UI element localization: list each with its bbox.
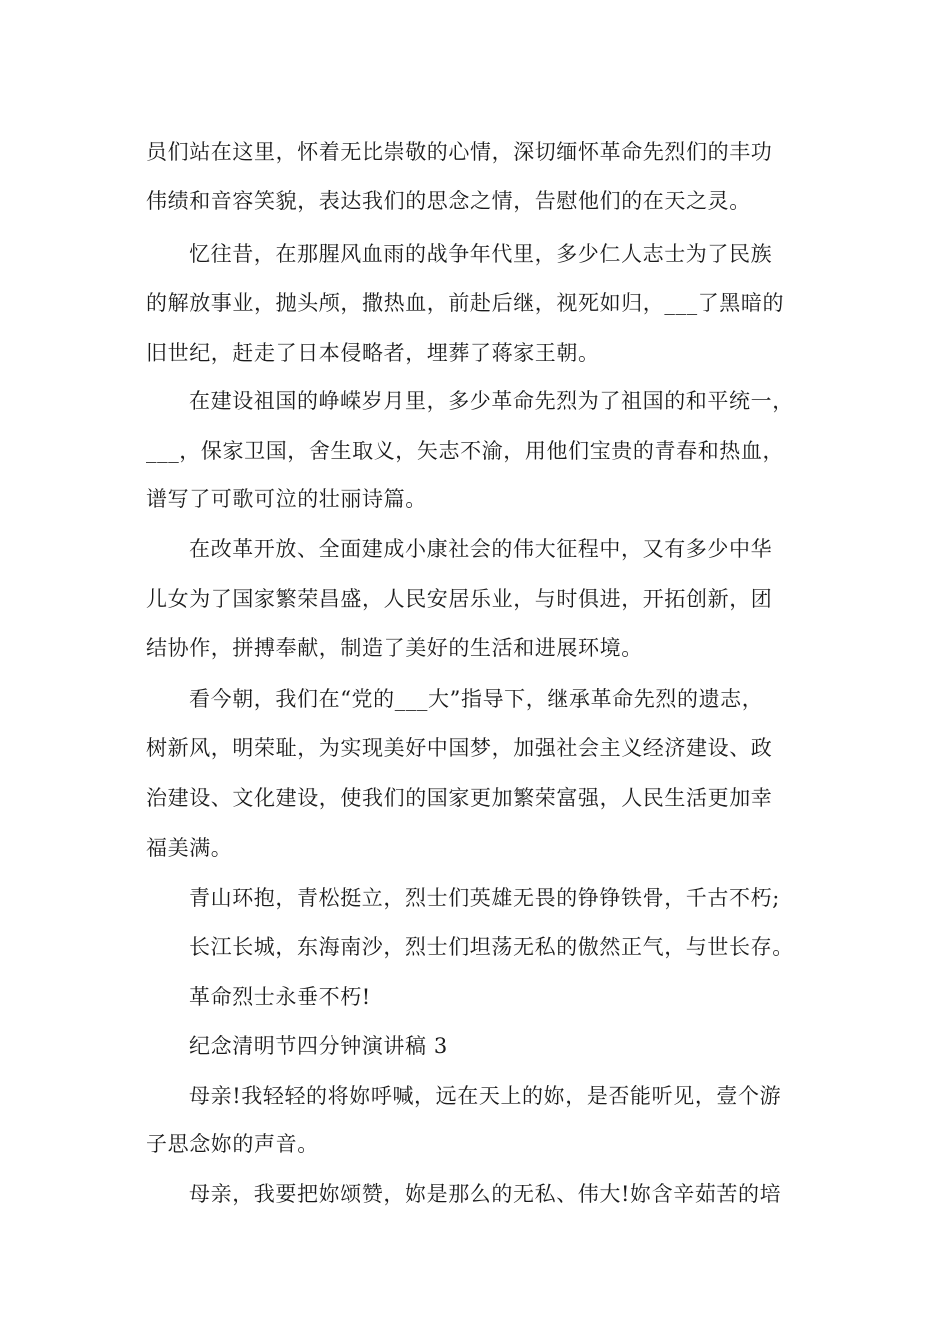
paragraph-start-line: 母亲，我要把妳颂赞，妳是那么的无私、伟大!妳含辛茹苦的培 (189, 1182, 782, 1206)
paragraph-start-line: 长江长城，东海南沙，烈士们坦荡无私的傲然正气，与世长存。 (189, 935, 794, 959)
paragraph-start-line: 看今朝，我们在“党的___大”指导下，继承革命先烈的遗志， (189, 687, 764, 711)
paragraph-start-line: 革命烈士永垂不朽! (189, 985, 371, 1009)
paragraph-start-line: 忆往昔，在那腥风血雨的战争年代里，多少仁人志士为了民族 (189, 242, 773, 266)
text-line: 谱写了可歌可泣的壮丽诗篇。 (146, 487, 427, 511)
section-heading: 纪念清明节四分钟演讲稿 3 (189, 1034, 448, 1058)
text-line: 儿女为了国家繁荣昌盛，人民安居乐业，与时俱进，开拓创新，团 (146, 587, 773, 611)
text-line: 子思念妳的声音。 (146, 1132, 319, 1156)
paragraph-start-line: 青山环抱，青松挺立，烈士们英雄无畏的铮铮铁骨，千古不朽; (189, 886, 780, 910)
text-line: 树新风，明荣耻，为实现美好中国梦，加强社会主义经济建设、政 (146, 736, 773, 760)
paragraph-start-line: 在改革开放、全面建成小康社会的伟大征程中，又有多少中华 (189, 537, 773, 561)
text-line: 的解放事业，抛头颅，撒热血，前赴后继，视死如归，___了黑暗的 (146, 291, 785, 315)
text-line: ___，保家卫国，舍生取义，矢志不渝，用他们宝贵的青春和热血， (146, 439, 785, 463)
text-line: 员们站在这里，怀着无比崇敬的心情，深切缅怀革命先烈们的丰功 (146, 140, 773, 164)
text-line: 治建设、文化建设，使我们的国家更加繁荣富强，人民生活更加幸 (146, 786, 773, 810)
text-line: 福美满。 (146, 836, 233, 860)
text-line: 旧世纪，赶走了日本侵略者，埋葬了蒋家王朝。 (146, 341, 600, 365)
text-line: 结协作，拼搏奉献，制造了美好的生活和进展环境。 (146, 636, 643, 660)
text-line: 伟绩和音容笑貌，表达我们的思念之情，告慰他们的在天之灵。 (146, 189, 751, 213)
paragraph-start-line: 在建设祖国的峥嵘岁月里，多少革命先烈为了祖国的和平统一， (189, 389, 794, 413)
paragraph-start-line: 母亲!我轻轻的将妳呼喊，远在天上的妳，是否能听见，壹个游 (189, 1084, 782, 1108)
